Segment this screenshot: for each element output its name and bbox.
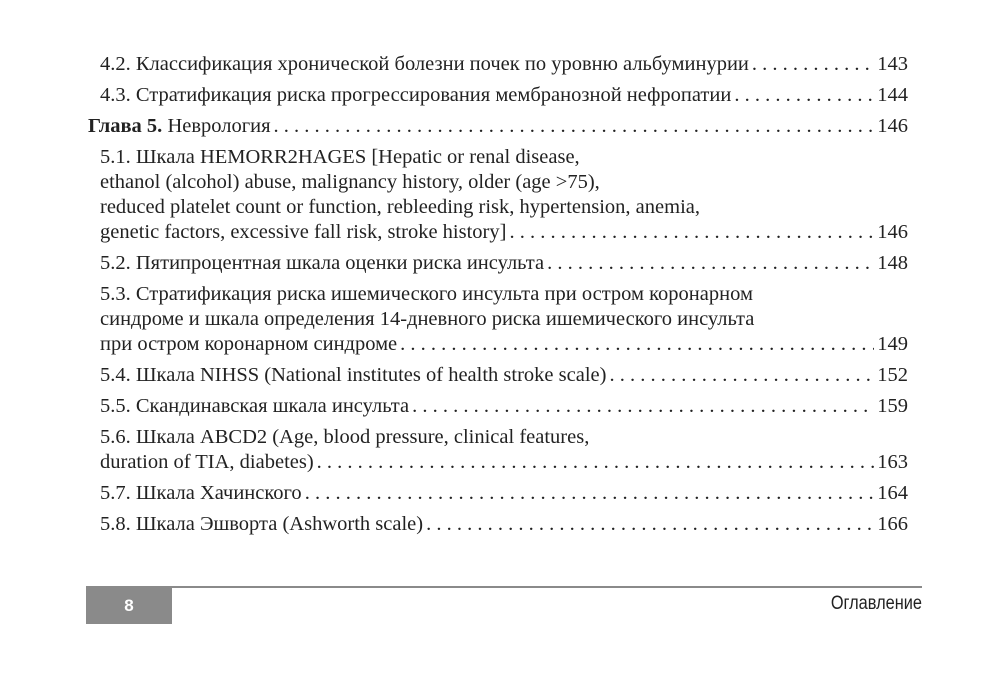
toc-entry-text: 5.5. Скандинавская шкала инсульта: [100, 395, 410, 417]
chapter-label: Глава 5.: [88, 115, 163, 137]
toc-entry-4-2[interactable]: [88, 52, 908, 77]
toc-page-number: 166: [877, 513, 908, 535]
chapter-title: Неврология: [167, 115, 271, 137]
toc-entry-line: reduced platelet count or function, rebleeding risk, hypertension, anemia,: [100, 196, 700, 218]
table-of-contents: [88, 52, 908, 543]
leader-dots: [609, 363, 874, 388]
leader-dots: [274, 114, 875, 139]
leader-dots: [734, 83, 874, 108]
toc-entry-5-6[interactable]: [88, 425, 908, 475]
footer-page-number: 8: [86, 588, 172, 624]
toc-chapter-5[interactable]: [88, 114, 908, 139]
toc-entry-5-4[interactable]: [88, 363, 908, 388]
toc-page-number: 163: [877, 451, 908, 473]
toc-entry-text: 5.8. Шкала Эшворта (Ashworth scale): [100, 513, 424, 535]
toc-page-number: 164: [877, 482, 908, 504]
toc-chapter-heading: [88, 114, 271, 139]
leader-dots: [509, 220, 874, 245]
toc-entry-line: ethanol (alcohol) abuse, malignancy history, older (age >75),: [100, 171, 600, 193]
leader-dots: [426, 512, 874, 537]
toc-page-number: 143: [877, 53, 908, 75]
leader-dots: [412, 394, 874, 419]
toc-entry-5-2[interactable]: [88, 251, 908, 276]
leader-dots: [400, 332, 874, 357]
toc-entry-text: 4.3. Стратификация риска прогрессирования мембранозной нефропатии: [100, 84, 732, 106]
toc-page-number: 159: [877, 395, 908, 417]
footer-section-title: Оглавление: [830, 593, 922, 614]
toc-entry-line: 5.6. Шкала ABCD2 (Age, blood pressure, clinical features,: [100, 426, 590, 448]
toc-page-number: 148: [877, 252, 908, 274]
leader-dots: [752, 52, 874, 77]
toc-entry-5-3[interactable]: [88, 282, 908, 357]
toc-entry-5-8[interactable]: [88, 512, 908, 537]
toc-entry-text: 5.4. Шкала NIHSS (National institutes of health stroke scale): [100, 364, 607, 386]
leader-dots: [317, 450, 875, 475]
toc-entry-text: при остром коронарном синдроме: [100, 333, 398, 355]
toc-entry-text: 4.2. Классификация хронической болезни почек по уровню альбуминурии: [100, 53, 749, 75]
toc-entry-text: 5.7. Шкала Хачинского: [100, 482, 302, 504]
leader-dots: [547, 251, 874, 276]
toc-page-number: 149: [877, 333, 908, 355]
toc-entry-line: синдроме и шкала определения 14-дневного риска ишемического инсульта: [100, 308, 755, 330]
toc-entry-line: 5.3. Стратификация риска ишемического инсульта при остром коронарном: [100, 283, 753, 305]
toc-entry-5-7[interactable]: [88, 481, 908, 506]
toc-entry-text: duration of TIA, diabetes): [100, 451, 314, 473]
toc-entry-text: genetic factors, excessive fall risk, stroke history]: [100, 221, 507, 243]
toc-page-number: 152: [877, 364, 908, 386]
toc-page-number: 144: [877, 84, 908, 106]
toc-entry-text: 5.2. Пятипроцентная шкала оценки риска инсульта: [100, 252, 545, 274]
toc-entry-5-5[interactable]: [88, 394, 908, 419]
toc-entry-line: 5.1. Шкала HEMORR2HAGES [Hepatic or renal disease,: [100, 146, 580, 168]
toc-page-number: 146: [877, 115, 908, 137]
toc-entry-4-3[interactable]: [88, 83, 908, 108]
toc-entry-5-1[interactable]: [88, 145, 908, 245]
leader-dots: [305, 481, 875, 506]
toc-page-number: 146: [877, 221, 908, 243]
footer-divider: [86, 586, 922, 588]
